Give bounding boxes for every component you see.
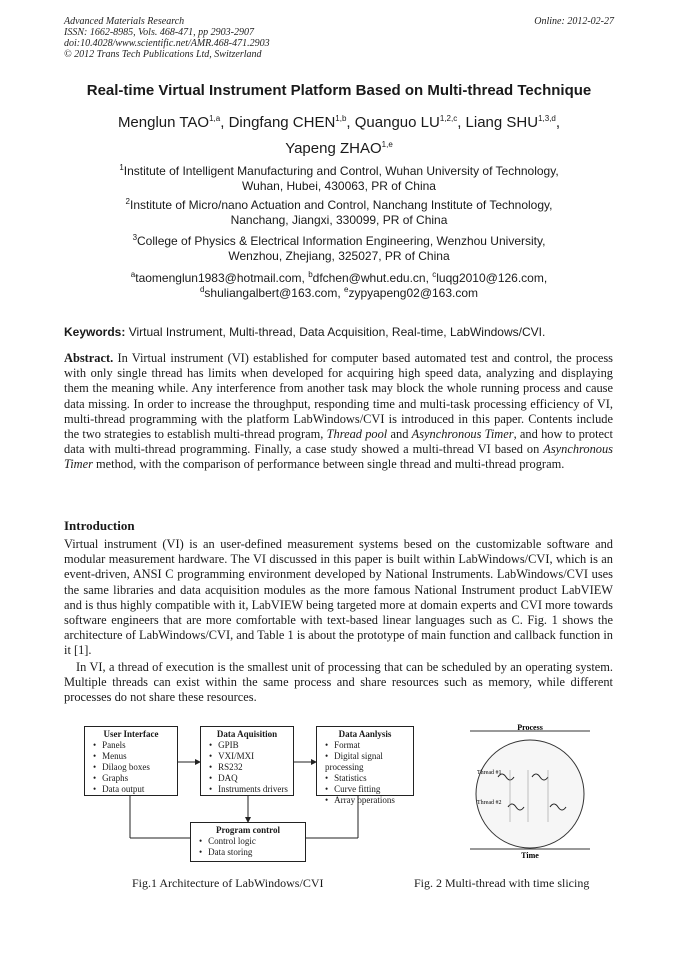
email-sup: c [432,270,437,279]
keywords [64,325,545,339]
fig2-process-label: Process [517,723,543,732]
affiliation-2 [40,198,638,228]
box-item: • Digital signal processing [325,751,409,773]
fig2-thread1-label: Thread #1 [477,770,502,776]
box-item: • Format [325,740,409,751]
abstract-emphasis: Asynchronous Timer [64,442,613,472]
box-title: User Interface [103,729,159,739]
affiliation-3 [40,234,638,264]
paper-title: Real-time Virtual Instrument Platform Based on Multi-thread Technique [86,82,592,99]
figure-2-drawing [470,722,590,862]
author-line-2 [0,140,678,157]
author-name: Quanguo LU [354,114,440,131]
box-program-control [190,822,306,862]
affil-line: College of Physics & Electrical Information Engineering, Wenzhou University, [137,234,546,248]
box-item: • Graphs [93,773,173,784]
affil-line: Wuhan, Hubei, 430063, PR of China [242,179,436,193]
author-sep: , [555,114,561,131]
fig2-thread2-label: Thread #2 [477,800,502,806]
box-item: • Instruments drivers [209,784,289,795]
author-name: Liang SHU [465,114,539,131]
abstract-emphasis: Asynchronous Timer [411,427,514,442]
email-address: dfchen@whut.edu.cn, [312,271,433,285]
email-sup: a [130,270,136,279]
author-sup: 1,2,c [439,114,458,123]
process-circle [476,740,584,848]
box-item: • Curve fitting [325,784,409,795]
affil-line: Institute of Micro/nano Actuation and Control, Nanchang Institute of Technology, [129,198,553,212]
abstract [64,351,613,473]
box-item: • GPIB [209,740,289,751]
abstract-emphasis: Thread pool [326,427,388,442]
author-sup: 1,e [381,140,393,149]
box-item: • DAQ [209,773,289,784]
author-line-1 [0,114,678,131]
email-sup: d [199,285,205,294]
email-sup: e [343,285,349,294]
author-name: Menglun TAO [117,114,210,131]
keywords-text: Virtual Instrument, Multi-thread, Data Acquisition, Real-time, LabWindows/CVI. [125,325,546,339]
author-sup: 1,b [335,114,347,123]
keywords-label: Keywords: [64,325,126,339]
affil-sup: 1 [119,163,124,172]
author-sup: 1,a [209,114,221,123]
intro-paragraph-1: Virtual instrument (VI) is an user-defined measurement systems besed on the customizable software and modular measurement hardware. The VI discussed in this paper is built within LabWindows/CVI, which is an event-driven, ANSI C programming environment developed by National Instruments. LabWindows/CVI uses the same libraries and data acquisition modules as the more famous National Instrument product LabVIEW and is thus highly compatible with it, LabVIEW being targeted more at domain experts and CVI more towards software engineers that are more comfortable with text-based linear languages such as C. Fig. 1 shows the architecture of LabWindows/CVI, and Table 1 is about the prototype of main function and callback function in it [1]. [64,537,613,658]
author-name: Dingfang CHEN [228,114,336,131]
box-item: • Dilaog boxes [93,762,173,773]
affil-sup: 2 [125,197,130,206]
affil-line: Wenzhou, Zhejiang, 325027, PR of China [228,249,450,263]
box-item: • Array operations [325,795,409,806]
figure-2 [470,722,590,862]
box-title: Data Aanlysis [338,729,392,739]
email-sup: b [308,270,313,279]
box-item: • Panels [93,740,173,751]
fig2-time-label: Time [521,851,539,860]
email-block [40,271,638,301]
author-sup: 1,3,d [538,114,556,123]
email-address: zypyapeng02@163.com [348,286,479,300]
doi-line: doi:10.4028/www.scientific.net/AMR.468-471.2903 [64,38,270,49]
box-item: • VXI/MXI [209,751,289,762]
author-sep: , [457,114,466,131]
intro-paragraph-2: In VI, a thread of execution is the smallest unit of processing that can be scheduled by an operating system. Multiple threads can exist within the same process and share resources such as memory, while different processes do not share these resources. [64,660,613,705]
box-item: • Data storing [199,847,301,858]
author-sep: , [220,114,229,131]
box-item: • Statistics [325,773,409,784]
abstract-text: and [387,427,412,442]
box-title: Data Aquisition [216,729,278,739]
box-title: Program control [216,825,280,835]
journal-name: Advanced Materials Research [64,16,185,27]
abstract-text: In Virtual instrument (VI) established for computer based automated test and control, the process with only single thread has limits when developed for acquiring high speed data, analyzing and displaying them the meaning while. Any interference from another task may block the whole running process and cause data missing. In order to increase the throughput, responding time and multi-task processing efficiency of VI, multi-thread programming with the platform LabWindows/CVI is introduced in this paper. Contents include the two strategies to establish multi-thread program, [64,351,613,442]
box-data-acquisition [200,726,294,796]
figure-1 [84,726,414,866]
box-user-interface [84,726,178,796]
email-address: taomenglun1983@hotmail.com, [135,271,309,285]
box-data-analysis [316,726,414,805]
box-item: • Control logic [199,836,301,847]
affil-line: Nanchang, Jiangxi, 330099, PR of China [230,213,448,227]
author-sep: , [346,114,355,131]
box-item: • Menus [93,751,173,762]
email-address: shuliangalbert@163.com, [204,286,344,300]
figure-2-caption: Fig. 2 Multi-thread with time slicing [414,876,590,890]
copyright-line: © 2012 Trans Tech Publications Ltd, Switzerland [64,49,262,60]
box-item: • RS232 [209,762,289,773]
abstract-text: method, with the comparison of performance between single thread and multi-thread program. [92,457,565,472]
abstract-label: Abstract. [64,351,114,365]
author-name: Yapeng ZHAO [285,140,382,157]
issn-line: ISSN: 1662-8985, Vols. 468-471, pp 2903-2907 [64,27,254,38]
online-date: Online: 2012-02-27 [534,16,614,27]
box-item: • Data output [93,784,173,795]
affil-line: Institute of Intelligent Manufacturing and Control, Wuhan University of Technology, [123,164,559,178]
abstract-text: , and how to protect data with multi-thread programming. Finally, a case study showed a multi-thread VI based on [64,427,613,457]
affil-sup: 3 [132,233,138,242]
email-address: luqg2010@126.com, [436,271,548,285]
section-heading-introduction: Introduction [64,518,135,533]
journal-header [64,16,270,60]
affiliation-1 [40,164,638,194]
figure-1-caption: Fig.1 Architecture of LabWindows/CVI [132,876,324,890]
